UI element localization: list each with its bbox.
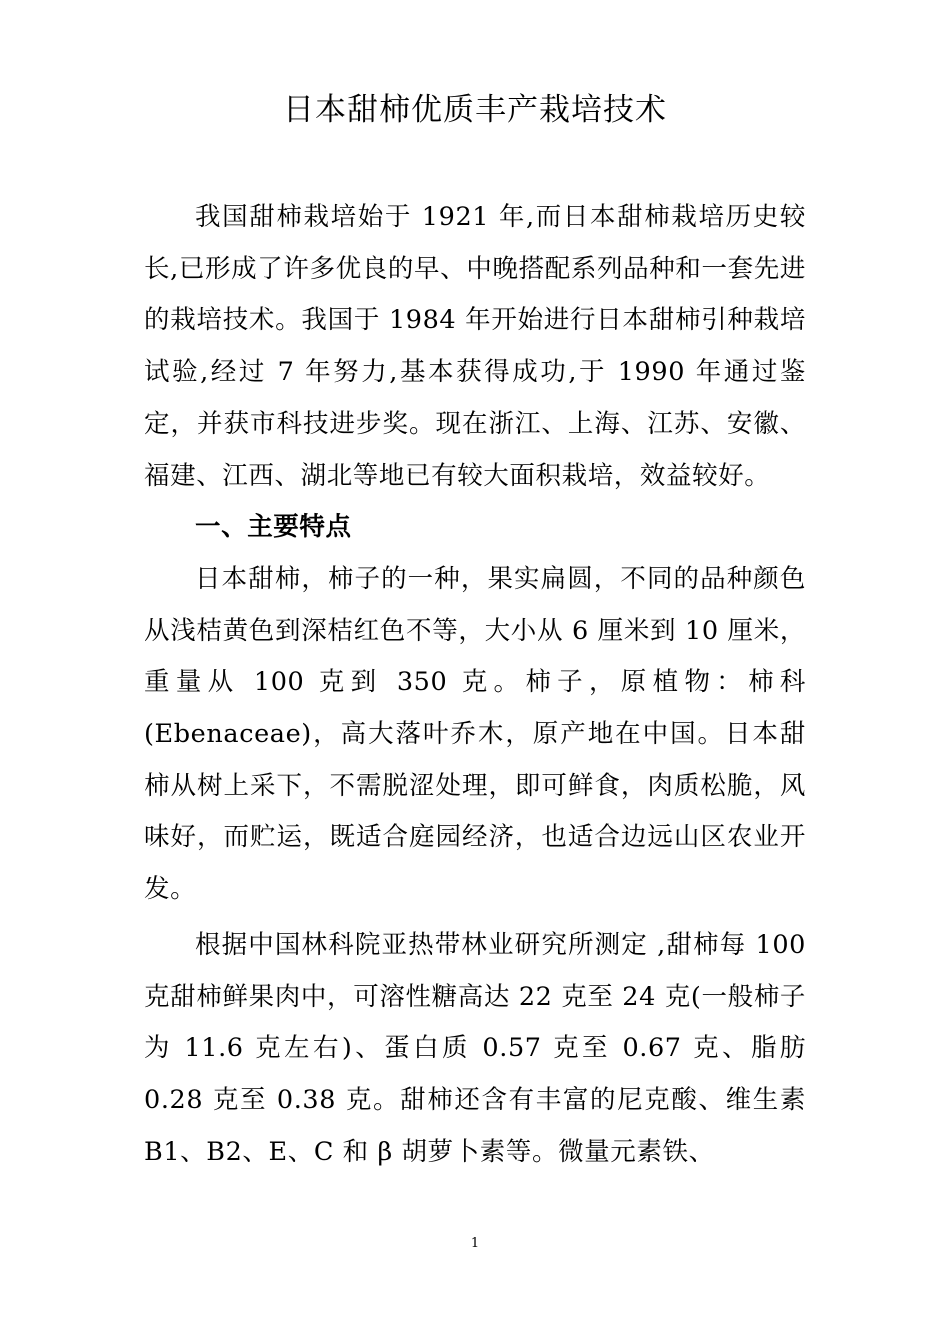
paragraph-intro: 我国甜柿栽培始于 1921 年,而日本甜柿栽培历史较长,已形成了许多优良的早、中晚搭配系列品种和一套先进的栽培技术。我国于 1984 年开始进行日本甜柿引种栽培试验,经过 7 年努力,基本获得成功,于 1990 年通过鉴定，并获市科技进步奖。现在浙江、上海、江苏、安徽、福建、江西、湖北等地已有较大面积栽培，效益较好。 xyxy=(144,202,806,491)
paragraph-nutrition: 根据中国林科院亚热带林业研究所测定 ,甜柿每 100 克甜柿鲜果肉中，可溶性糖高达 22 克至 24 克(一般柿子为 11.6 克左右)、蛋白质 0.57 克至 0.67 克、脂肪 0.28 克至 0.38 克。甜柿还含有丰富的尼克酸、维生素 B1、B2、E、C 和 β 胡萝卜素等。微量元素铁、 xyxy=(144,929,806,1167)
section-heading: 一、主要特点 xyxy=(195,512,352,543)
page-title: 日本甜柿优质丰产栽培技术 xyxy=(283,92,667,128)
page-number: 1 xyxy=(470,1236,480,1251)
document-body xyxy=(144,192,806,1178)
paragraph-features: 日本甜柿，柿子的一种，果实扁圆，不同的品种颜色从浅桔黄色到深桔红色不等，大小从 6 厘米到 10 厘米，重量从 100 克到 350 克。柿子，原植物：柿科(Ebenaceae)，高大落叶乔木，原产地在中国。日本甜柿从树上采下，不需脱涩处理，即可鲜食，肉质松脆，风味好，而贮运，既适合庭园经济，也适合边远山区农业开发。 xyxy=(144,563,806,905)
